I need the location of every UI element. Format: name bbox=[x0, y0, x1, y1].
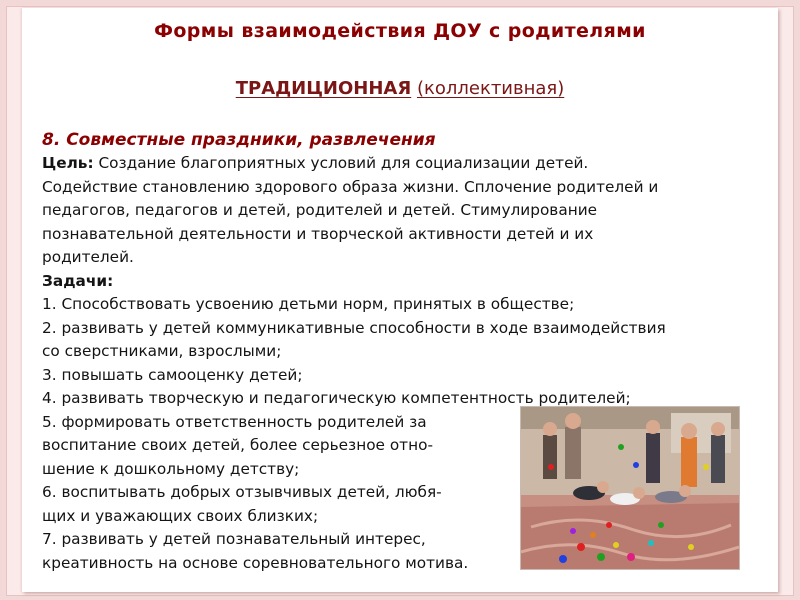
task-line: 6. воспитывать добрых отзывчивых детей, любя- bbox=[42, 483, 442, 501]
goal-label: Цель: bbox=[42, 154, 94, 172]
task-line: 4. развивать творческую и педагогическую компетентность родителей; bbox=[42, 389, 631, 407]
slide-subtitle bbox=[0, 78, 800, 99]
goal-line: родителей. bbox=[42, 248, 134, 266]
tasks-label: Задачи: bbox=[42, 271, 114, 290]
subtitle-paren: (коллективная) bbox=[416, 78, 565, 99]
task-line: 3. повышать самооценку детей; bbox=[42, 365, 303, 384]
task-line: щих и уважающих своих близких; bbox=[42, 506, 319, 525]
task-line: 1. Способствовать усвоению детьми норм, принятых в обществе; bbox=[42, 295, 575, 313]
task-line: 2. развивать у детей коммуникативные способности в ходе взаимодействия bbox=[42, 318, 666, 337]
goal-line bbox=[42, 152, 752, 176]
task-line: воспитание своих детей, более серьезное отно- bbox=[42, 436, 433, 454]
task-line: креативность на основе соревновательного мотива. bbox=[42, 553, 469, 572]
slide-title: Формы взаимодействия ДОУ с родителями bbox=[154, 20, 646, 42]
goal-line: познавательной деятельности и творческой активности детей и их bbox=[42, 224, 594, 243]
task-line: шение к дошкольному детству; bbox=[42, 459, 300, 478]
event-photo-illustration bbox=[521, 407, 739, 569]
subtitle-main: ТРАДИЦИОННАЯ bbox=[235, 78, 412, 99]
goal-line: педагогов, педагогов и детей, родителей и детей. Стимулирование bbox=[42, 201, 598, 219]
task-line: 5. формировать ответственность родителей за bbox=[42, 412, 427, 431]
goal-line: Содействие становлению здорового образа жизни. Сплочение родителей и bbox=[42, 177, 659, 196]
section-heading: 8. Совместные праздники, развлечения bbox=[42, 130, 436, 150]
event-photo bbox=[520, 406, 740, 570]
task-line: 7. развивать у детей познавательный интерес, bbox=[42, 530, 426, 548]
goal-text: Создание благоприятных условий для социализации детей. bbox=[98, 154, 589, 172]
task-line: со сверстниками, взрослыми; bbox=[42, 342, 282, 360]
